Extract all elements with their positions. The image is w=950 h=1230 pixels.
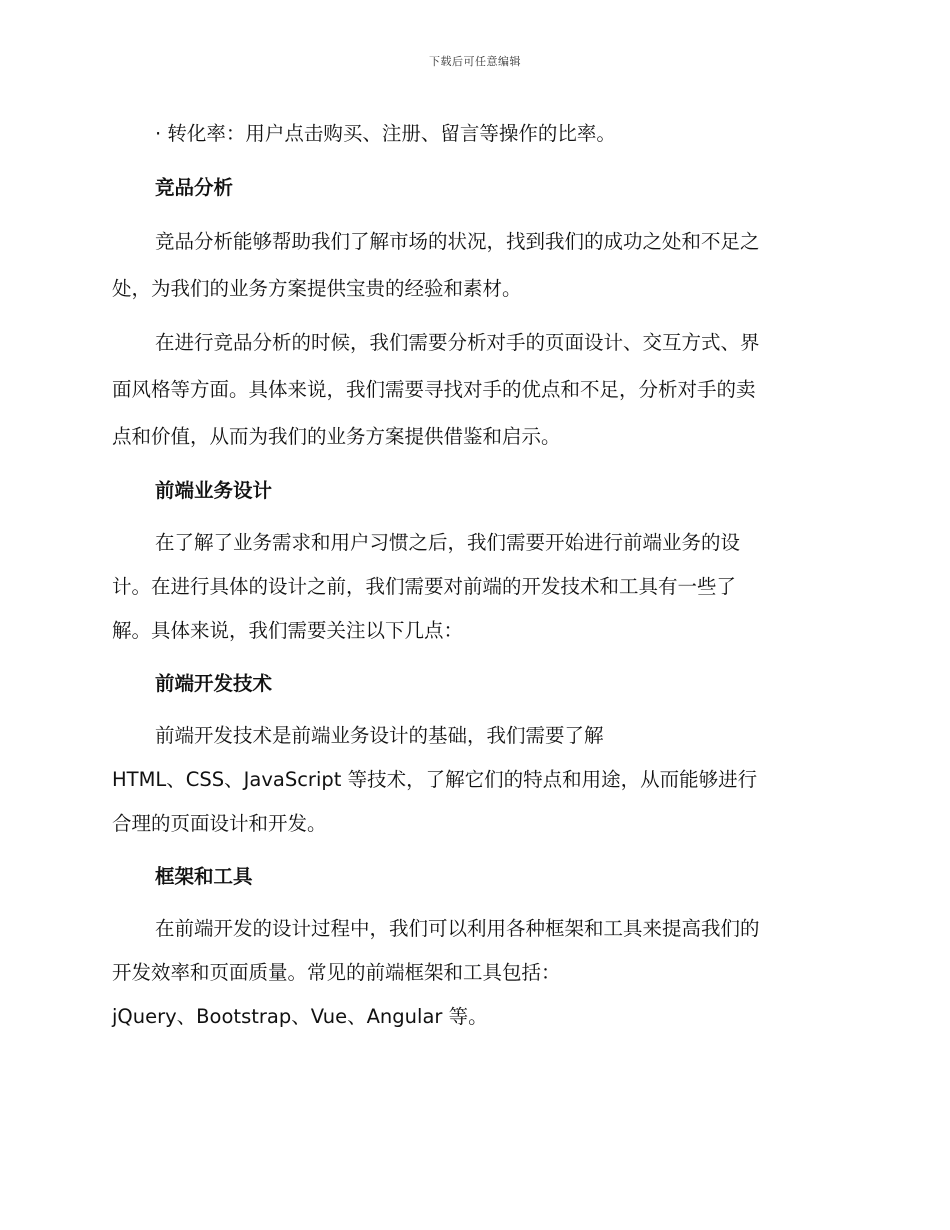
- heading-frontend-tech: 前端开发技术: [155, 672, 273, 695]
- paragraph-line: 前端开发技术是前端业务设计的基础，我们需要了解: [155, 724, 604, 747]
- paragraph-line: 点和价值，从而为我们的业务方案提供借鉴和启示。: [112, 425, 561, 448]
- paragraph-line: 面风格等方面。具体来说，我们需要寻找对手的优点和不足，分析对手的卖: [112, 378, 756, 401]
- paragraph-competitor-1: [112, 218, 832, 312]
- paragraph-frontend-tech: [112, 714, 832, 846]
- paragraph-line: 在前端开发的设计过程中，我们可以利用各种框架和工具来提高我们的: [155, 917, 760, 940]
- document-body: [112, 110, 832, 1046]
- bullet-conversion-rate: [112, 110, 832, 157]
- bullet-text: · 转化率：用户点击购买、注册、留言等操作的比率。: [155, 122, 616, 145]
- paragraph-frontend-design: [112, 521, 832, 653]
- paragraph-line: jQuery、Bootstrap、Vue、Angular 等。: [112, 1005, 488, 1028]
- heading-frontend-design: 前端业务设计: [155, 479, 273, 502]
- heading-competitor-analysis: 竞品分析: [155, 176, 234, 199]
- paragraph-line: 解。具体来说，我们需要关注以下几点：: [112, 619, 464, 642]
- paragraph-frameworks: [112, 907, 832, 1039]
- heading-frameworks-tools: 框架和工具: [155, 865, 253, 888]
- paragraph-line: HTML、CSS、JavaScript 等技术，了解它们的特点和用途，从而能够进行: [112, 768, 758, 791]
- paragraph-line: 合理的页面设计和开发。: [112, 812, 327, 835]
- paragraph-line: 在进行竞品分析的时候，我们需要分析对手的页面设计、交互方式、界: [155, 331, 760, 354]
- paragraph-competitor-2: [112, 319, 832, 460]
- paragraph-line: 开发效率和页面质量。常见的前端框架和工具包括：: [112, 961, 561, 984]
- paragraph-line: 在了解了业务需求和用户习惯之后，我们需要开始进行前端业务的设: [155, 531, 741, 554]
- page-header-note: 下载后可任意编辑: [429, 55, 521, 68]
- paragraph-line: 处，为我们的业务方案提供宝贵的经验和素材。: [112, 277, 522, 300]
- paragraph-line: 计。在进行具体的设计之前，我们需要对前端的开发技术和工具有一些了: [112, 575, 737, 598]
- paragraph-line: 竞品分析能够帮助我们了解市场的状况，找到我们的成功之处和不足之: [155, 230, 760, 253]
